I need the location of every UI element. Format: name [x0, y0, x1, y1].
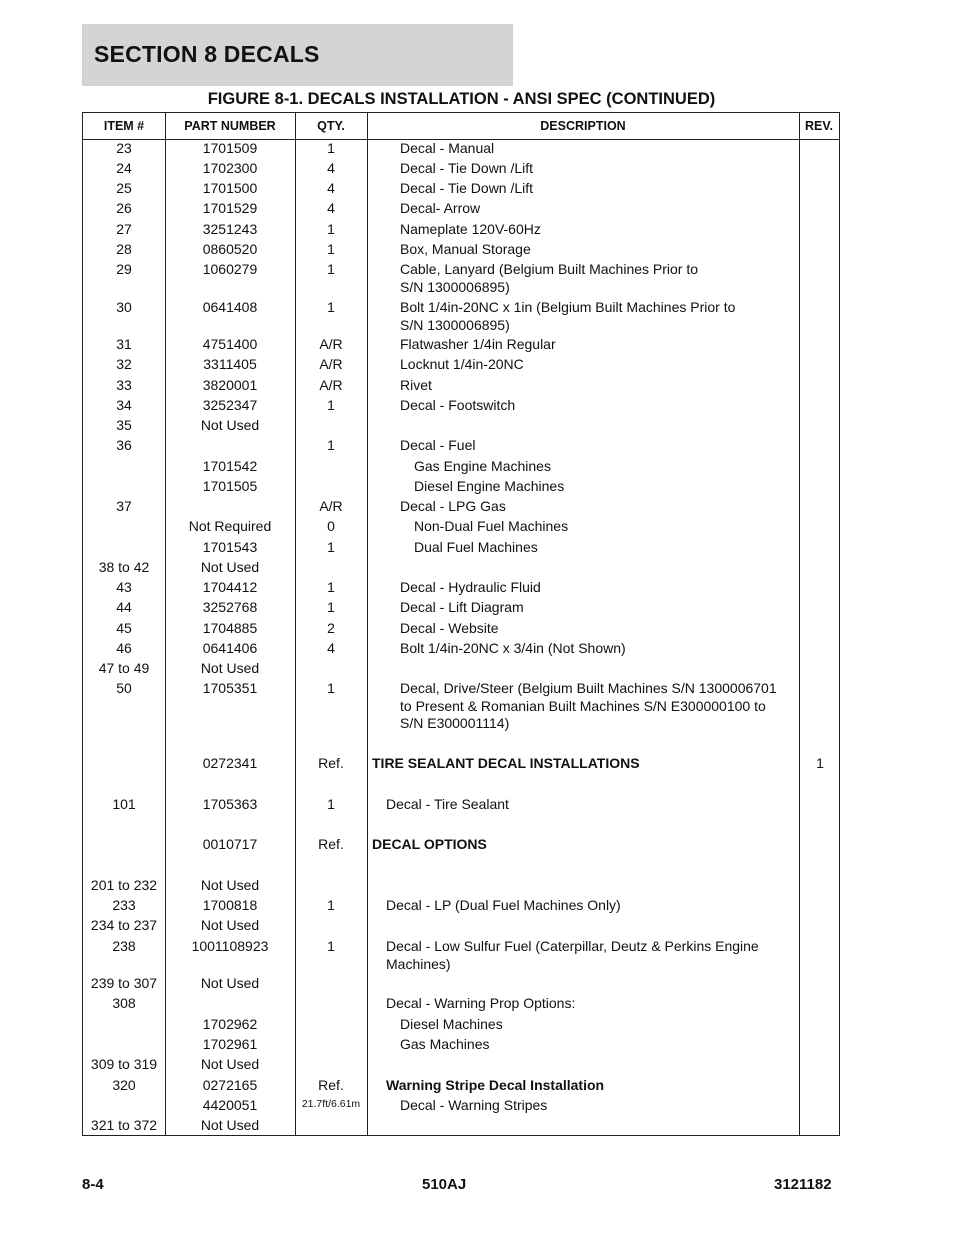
- description-line: Gas Engine Machines: [414, 458, 551, 474]
- part-number: 3252347: [202, 397, 258, 413]
- description-line: Diesel Engine Machines: [414, 478, 565, 494]
- description-line: Rivet: [400, 377, 432, 393]
- part-number: 0641408: [202, 299, 258, 315]
- item-number: 238: [112, 938, 136, 954]
- description-line: Decal - Low Sulfur Fuel (Caterpillar, Deutz & Perkins Engine: [386, 938, 759, 954]
- item-number: 46: [116, 640, 132, 656]
- quantity: 4: [327, 200, 335, 216]
- description-line: TIRE SEALANT DECAL INSTALLATIONS: [372, 755, 640, 771]
- description-line: Flatwasher 1/4in Regular: [400, 336, 556, 352]
- quantity: 1: [327, 140, 335, 156]
- quantity: 1: [327, 599, 335, 615]
- item-number: 25: [116, 180, 132, 196]
- part-number: 0860520: [202, 241, 258, 257]
- quantity: 1: [327, 241, 335, 257]
- part-number: 1701505: [202, 478, 258, 494]
- quantity: 1: [327, 299, 335, 315]
- quantity: Ref.: [318, 755, 344, 771]
- column-divider: [799, 113, 800, 1135]
- description-line: Bolt 1/4in-20NC x 1in (Belgium Built Machines Prior to: [400, 299, 736, 315]
- quantity: 1: [327, 397, 335, 413]
- header-item: ITEM #: [103, 119, 145, 133]
- footer-doc-number: 3121182: [774, 1176, 832, 1193]
- part-number: 3252768: [202, 599, 258, 615]
- part-number: 1700818: [202, 897, 258, 913]
- part-number: 1704412: [202, 579, 258, 595]
- part-number: Not Used: [200, 559, 260, 575]
- column-divider: [367, 113, 368, 1135]
- description-line: to Present & Romanian Built Machines S/N E300000100 to: [400, 697, 766, 714]
- quantity: Ref.: [318, 1077, 344, 1093]
- quantity: A/R: [319, 377, 343, 393]
- quantity: 1: [327, 796, 335, 812]
- description-line: Diesel Machines: [400, 1016, 503, 1032]
- item-number: 320: [112, 1077, 136, 1093]
- quantity: A/R: [319, 356, 343, 372]
- part-number: 1701529: [202, 200, 258, 216]
- description-line: S/N 1300006895): [400, 316, 510, 333]
- item-number: 43: [116, 579, 132, 595]
- part-number: 1705351: [202, 680, 258, 696]
- item-number: 29: [116, 261, 132, 277]
- item-number: 35: [116, 417, 132, 433]
- item-number: 24: [116, 160, 132, 176]
- description-line: Nameplate 120V-60Hz: [400, 221, 541, 237]
- quantity: 4: [327, 640, 335, 656]
- quantity: 1: [327, 539, 335, 555]
- part-number: 1702962: [202, 1016, 258, 1032]
- description-line: Decal - LPG Gas: [400, 498, 506, 514]
- quantity: A/R: [319, 498, 343, 514]
- part-number: 1001108923: [191, 938, 269, 954]
- quantity: 4: [327, 160, 335, 176]
- description-line: Decal - Website: [400, 620, 499, 636]
- description-line: Dual Fuel Machines: [414, 539, 538, 555]
- description-line: Machines): [386, 955, 451, 972]
- item-number: 26: [116, 200, 132, 216]
- part-number: Not Required: [188, 518, 272, 534]
- part-number: Not Used: [200, 660, 260, 676]
- description-line: Decal - Warning Stripes: [400, 1097, 548, 1113]
- description-line: Decal - Footswitch: [400, 397, 516, 413]
- quantity: 4: [327, 180, 335, 196]
- part-number: 4420051: [202, 1097, 258, 1113]
- header-part-number: PART NUMBER: [184, 119, 276, 133]
- part-number: Not Used: [200, 917, 260, 933]
- item-number: 50: [116, 680, 132, 696]
- section-title: SECTION 8 DECALS: [94, 41, 320, 67]
- description-line: Gas Machines: [400, 1036, 490, 1052]
- item-number: 321 to 372: [90, 1117, 158, 1133]
- description-line: S/N 1300006895): [400, 278, 510, 295]
- item-number: 47 to 49: [98, 660, 150, 676]
- item-number: 37: [116, 498, 132, 514]
- part-number: 1701542: [202, 458, 258, 474]
- part-number: Not Used: [200, 1056, 260, 1072]
- part-number: Not Used: [200, 975, 260, 991]
- description-line: Non-Dual Fuel Machines: [414, 518, 569, 534]
- part-number: 1701543: [202, 539, 258, 555]
- description-line: Bolt 1/4in-20NC x 3/4in (Not Shown): [400, 640, 626, 656]
- quantity: 1: [327, 897, 335, 913]
- item-number: 45: [116, 620, 132, 636]
- part-number: 0010717: [202, 836, 258, 852]
- header-rev: REV.: [804, 119, 834, 133]
- description-line: Decal - Tire Sealant: [386, 796, 509, 812]
- description-line: Decal - Tie Down /Lift: [400, 160, 534, 176]
- item-number: 27: [116, 221, 132, 237]
- item-number: 28: [116, 241, 132, 257]
- description-line: Decal, Drive/Steer (Belgium Built Machines S/N 1300006701: [400, 680, 777, 696]
- quantity: 1: [327, 221, 335, 237]
- item-number: 23: [116, 140, 132, 156]
- part-number: 1705363: [202, 796, 258, 812]
- description-line: Cable, Lanyard (Belgium Built Machines Prior to: [400, 261, 699, 277]
- part-number: 1702300: [202, 160, 258, 176]
- item-number: 308: [112, 995, 136, 1011]
- part-number: Not Used: [200, 877, 260, 893]
- description-line: Decal- Arrow: [400, 200, 481, 216]
- item-number: 30: [116, 299, 132, 315]
- description-line: Decal - Lift Diagram: [400, 599, 524, 615]
- quantity: A/R: [319, 336, 343, 352]
- description-line: S/N E300001114): [400, 715, 510, 731]
- part-number: 1060279: [202, 261, 258, 277]
- quantity: Ref.: [318, 836, 344, 852]
- quantity: 21.7ft/6.61m: [301, 1098, 361, 1110]
- item-number: 201 to 232: [90, 877, 158, 893]
- description-line: Box, Manual Storage: [400, 241, 531, 257]
- header-description: DESCRIPTION: [540, 119, 626, 133]
- quantity: 1: [327, 680, 335, 696]
- description-line: Locknut 1/4in-20NC: [400, 356, 524, 372]
- part-number: 3311405: [203, 356, 257, 372]
- item-number: 239 to 307: [90, 975, 158, 991]
- item-number: 31: [116, 336, 132, 352]
- quantity: 0: [327, 518, 335, 534]
- footer-model: 510AJ: [422, 1176, 467, 1193]
- description-line: Decal - LP (Dual Fuel Machines Only): [386, 897, 621, 913]
- part-number: 0272165: [202, 1077, 258, 1093]
- part-number: 1701509: [202, 140, 258, 156]
- part-number: 1702961: [202, 1036, 258, 1052]
- item-number: 38 to 42: [98, 559, 150, 575]
- part-number: 4751400: [202, 336, 258, 352]
- description-line: Decal - Tie Down /Lift: [400, 180, 534, 196]
- quantity: 1: [327, 938, 335, 954]
- description-line: Decal - Fuel: [400, 437, 476, 453]
- description-line: Decal - Hydraulic Fluid: [400, 579, 541, 595]
- part-number: 3820001: [202, 377, 258, 393]
- quantity: 2: [327, 620, 335, 636]
- description-line: Warning Stripe Decal Installation: [386, 1077, 605, 1093]
- description-line: Decal - Warning Prop Options:: [386, 995, 576, 1011]
- part-number: Not Used: [200, 1117, 260, 1133]
- quantity: 1: [327, 579, 335, 595]
- header-qty: QTY.: [317, 119, 345, 133]
- part-number: 0272341: [202, 755, 258, 771]
- quantity: 1: [327, 261, 335, 277]
- part-number: 0641406: [202, 640, 258, 656]
- figure-title: FIGURE 8-1. DECALS INSTALLATION - ANSI SPEC (CONTINUED): [207, 90, 716, 108]
- item-number: 233: [112, 897, 136, 913]
- revision: 1: [816, 755, 824, 771]
- part-number: 3251243: [202, 221, 258, 237]
- description-line: Decal - Manual: [400, 140, 495, 156]
- part-number: Not Used: [200, 417, 260, 433]
- item-number: 33: [116, 377, 132, 393]
- item-number: 101: [112, 796, 136, 812]
- section-banner: [82, 24, 513, 86]
- item-number: 234 to 237: [90, 917, 158, 933]
- quantity: 1: [327, 437, 335, 453]
- footer-page-number: 8-4: [82, 1176, 104, 1193]
- item-number: 309 to 319: [90, 1056, 158, 1072]
- description-line: DECAL OPTIONS: [372, 836, 487, 852]
- item-number: 32: [116, 356, 132, 372]
- item-number: 34: [116, 397, 132, 413]
- item-number: 44: [116, 599, 132, 615]
- part-number: 1701500: [202, 180, 258, 196]
- part-number: 1704885: [202, 620, 258, 636]
- item-number: 36: [116, 437, 132, 453]
